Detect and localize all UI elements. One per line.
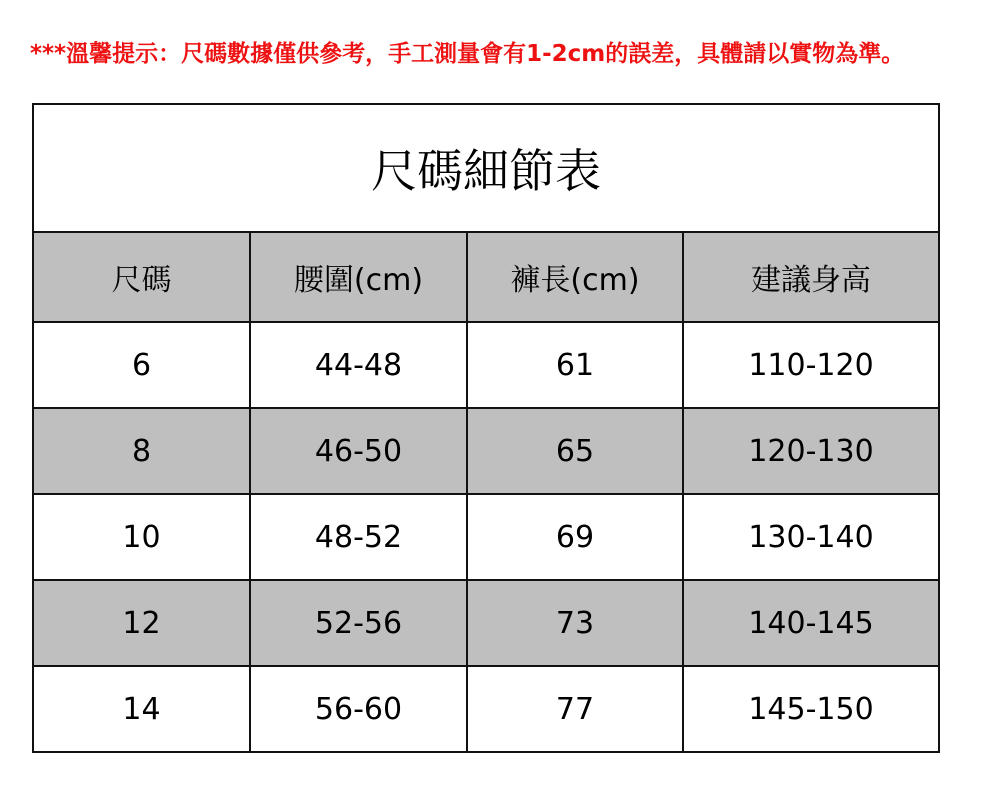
title-row: [33, 104, 939, 232]
cell-waist: 48-52: [250, 494, 467, 580]
header-height: 建議身高: [683, 232, 939, 322]
cell-length: 69: [467, 494, 683, 580]
cell-height: 120-130: [683, 408, 939, 494]
header-length: 褲長(cm): [467, 232, 683, 322]
header-size: 尺碼: [33, 232, 250, 322]
cell-size: 8: [33, 408, 250, 494]
table-row: [33, 322, 939, 408]
table-row: [33, 408, 939, 494]
header-row: [33, 232, 939, 322]
cell-length: 77: [467, 666, 683, 752]
cell-waist: 52-56: [250, 580, 467, 666]
cell-length: 61: [467, 322, 683, 408]
cell-size: 12: [33, 580, 250, 666]
cell-height: 130-140: [683, 494, 939, 580]
cell-length: 65: [467, 408, 683, 494]
size-chart-table: [32, 103, 940, 753]
cell-length: 73: [467, 580, 683, 666]
cell-height: 110-120: [683, 322, 939, 408]
table-row: [33, 580, 939, 666]
cell-waist: 56-60: [250, 666, 467, 752]
cell-height: 140-145: [683, 580, 939, 666]
cell-height: 145-150: [683, 666, 939, 752]
cell-size: 6: [33, 322, 250, 408]
table-row: [33, 494, 939, 580]
table-row: [33, 666, 939, 752]
cell-waist: 44-48: [250, 322, 467, 408]
cell-waist: 46-50: [250, 408, 467, 494]
cell-size: 10: [33, 494, 250, 580]
cell-size: 14: [33, 666, 250, 752]
table-title: 尺碼細節表: [33, 104, 939, 232]
header-waist: 腰圍(cm): [250, 232, 467, 322]
notice-text: ***溫馨提示：尺碼數據僅供參考，手工測量會有1-2cm的誤差，具體請以實物為準。: [30, 41, 905, 67]
